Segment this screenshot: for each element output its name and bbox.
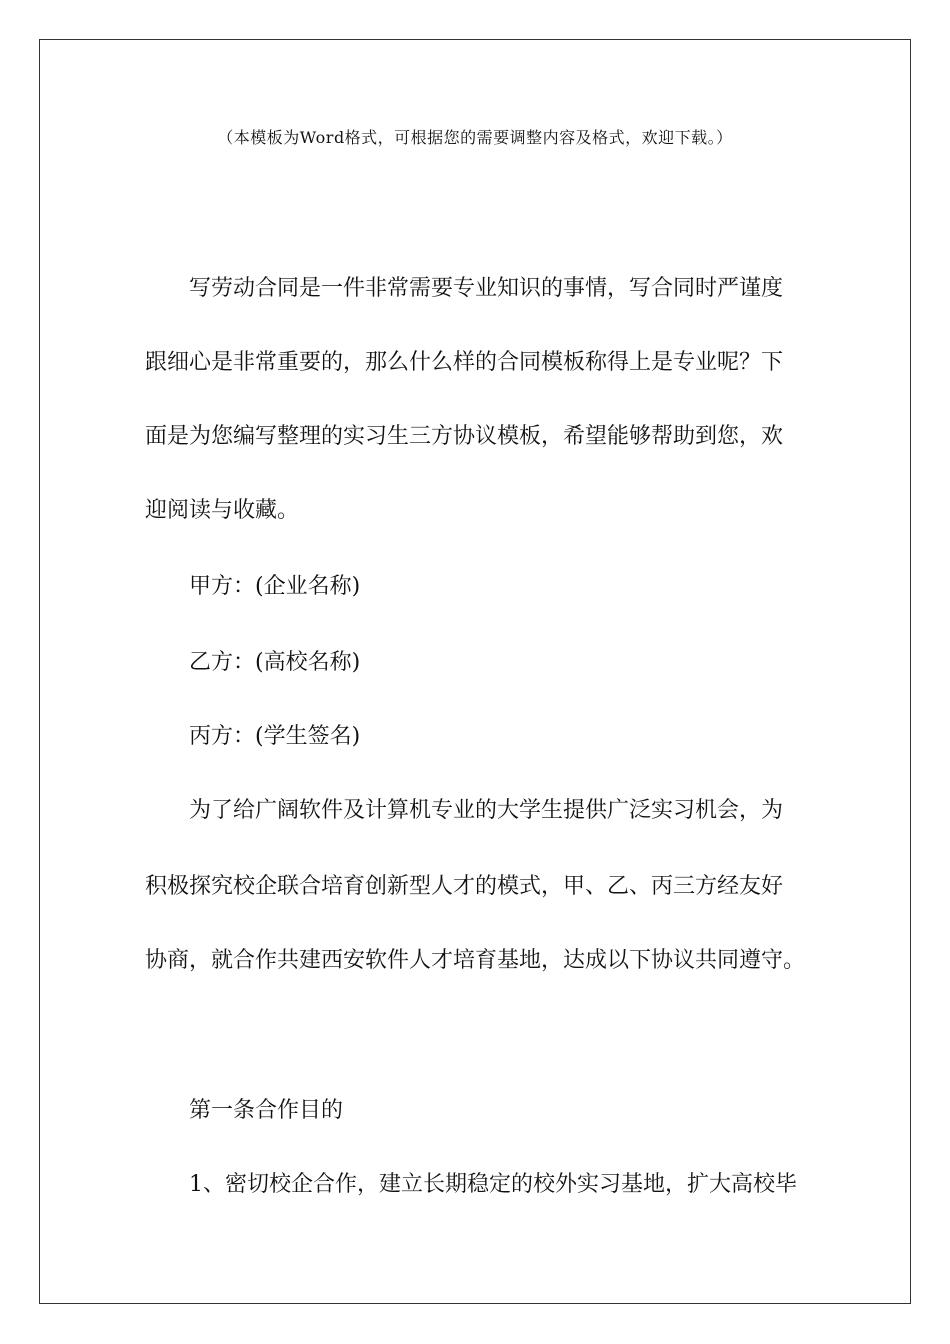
party-c-line: 丙方：(学生签名) <box>189 724 361 749</box>
intro-line-4: 迎阅读与收藏。 <box>145 498 300 523</box>
intro-line-2: 跟细心是非常重要的，那么什么样的合同模板称得上是专业呢？下 <box>145 350 784 375</box>
intro-line-3: 面是为您编写整理的实习生三方协议模板，希望能够帮助到您，欢 <box>145 424 784 449</box>
purpose-line-2: 积极探究校企联合培育创新型人才的模式，甲、乙、丙三方经友好 <box>145 874 784 899</box>
purpose-line-3: 协商，就合作共建西安软件人才培育基地，达成以下协议共同遵守。 <box>145 948 806 973</box>
party-b-line: 乙方：(高校名称) <box>189 650 361 675</box>
article-1-item-1: 1、密切校企合作，建立长期稳定的校外实习基地，扩大高校毕 <box>189 1172 797 1197</box>
article-1-title: 第一条合作目的 <box>189 1098 344 1123</box>
intro-line-1: 写劳动合同是一件非常需要专业知识的事情，写合同时严谨度 <box>189 276 784 301</box>
party-a-line: 甲方：(企业名称) <box>189 574 361 599</box>
purpose-line-1: 为了给广阔软件及计算机专业的大学生提供广泛实习机会，为 <box>189 798 784 823</box>
template-note: （本模板为Word格式，可根据您的需要调整内容及格式，欢迎下载。） <box>217 128 733 147</box>
